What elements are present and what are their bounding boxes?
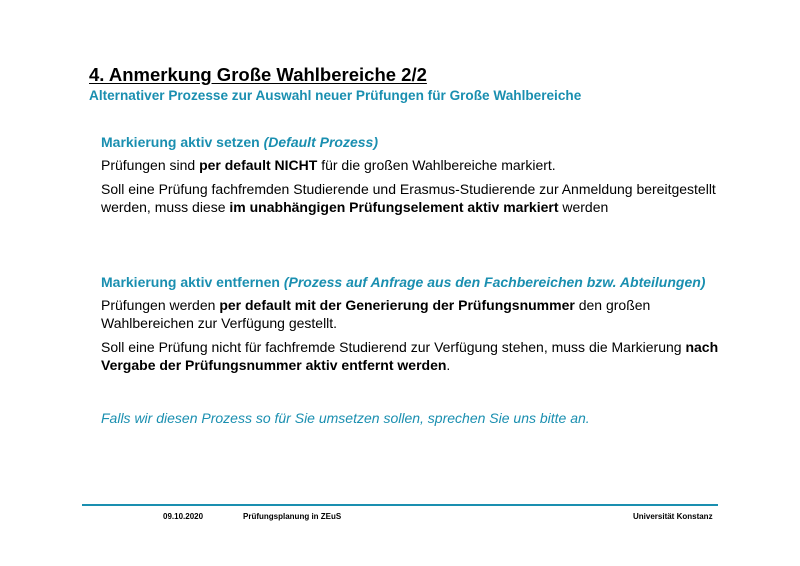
paragraph — [101, 296, 721, 332]
footer-topic: Prüfungsplanung in ZEuS — [243, 512, 342, 521]
paragraph-text: Prüfungen werden — [101, 297, 220, 313]
paragraph-text: Soll eine Prüfung fachfremden Studierende und Erasmus-Studierende zur Anmeldung bereitgestellt werden, muss diese — [101, 181, 716, 215]
paragraph-text: . — [446, 357, 451, 373]
slide-subtitle: Alternativer Prozesse zur Auswahl neuer Prüfungen für Große Wahlbereiche — [89, 88, 582, 103]
paragraph-emphasis: per default NICHT — [199, 157, 318, 173]
section-set-marking — [101, 132, 721, 222]
paragraph-text: werden — [558, 199, 609, 215]
slide-title: 4. Anmerkung Große Wahlbereiche 2/2 — [89, 64, 427, 85]
section-heading — [101, 132, 721, 152]
paragraph-emphasis: nach Vergabe der Prüfungsnummer aktiv entfernt werden — [101, 339, 719, 373]
section-heading-note: (Default Prozess) — [263, 134, 378, 150]
paragraph-emphasis: im unabhängigen Prüfungselement aktiv markiert — [229, 199, 559, 215]
footer-divider — [82, 504, 718, 506]
paragraph-text: Soll eine Prüfung nicht für fachfremde Studierend zur Verfügung stehen, muss die Markierung — [101, 339, 686, 355]
paragraph — [101, 156, 721, 174]
closing-note: Falls wir diesen Prozess so für Sie umsetzen sollen, sprechen Sie uns bitte an. — [101, 410, 590, 426]
paragraph — [101, 180, 721, 216]
paragraph-text: für die großen Wahlbereiche markiert. — [317, 157, 556, 173]
paragraph-text: den großen Wahlbereichen zur Verfügung gestellt. — [101, 297, 651, 331]
paragraph-emphasis: per default mit der Generierung der Prüfungsnummer — [219, 297, 575, 313]
section-remove-marking — [101, 272, 721, 380]
footer-date: 09.10.2020 — [163, 512, 204, 521]
paragraph — [101, 338, 721, 374]
section-heading — [101, 272, 721, 292]
section-heading-text: Markierung aktiv entfernen — [101, 274, 284, 290]
paragraph-text: Prüfungen sind — [101, 157, 200, 173]
section-heading-note: (Prozess auf Anfrage aus den Fachbereichen bzw. Abteilungen) — [283, 274, 706, 290]
footer-organization: Universität Konstanz — [633, 512, 713, 521]
section-heading-text: Markierung aktiv setzen — [101, 134, 264, 150]
